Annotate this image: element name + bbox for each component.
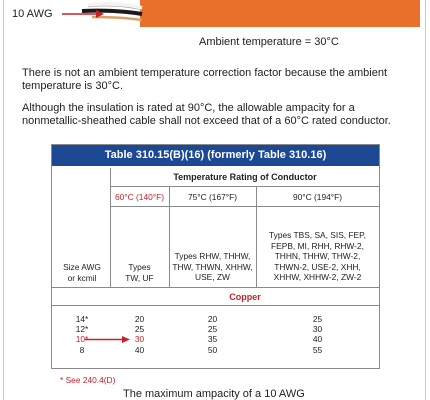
size-header-line: or kcmil (67, 272, 97, 283)
ambient-temperature-label: Ambient temperature = 30°C (199, 36, 339, 48)
row-highlight-arrow (52, 145, 379, 370)
table-footnote: * See 240.4(D) (60, 375, 116, 385)
value-cell-highlight: 30 (134, 334, 145, 345)
temperature-rating-header: Temperature Rating of Conductor (111, 168, 379, 187)
type-line: THWN-2, USE-2, XHH, (274, 261, 361, 272)
table-title: Table 310.15(B)(16) (formerly Table 310.16) (52, 145, 379, 166)
cable-illustration (0, 0, 430, 34)
col-head-60c: 60°C (140°F) (114, 192, 165, 202)
value-cell: 35 (207, 334, 218, 345)
row-size: 14* (75, 314, 89, 324)
paragraph-allowable-ampacity: Although the insulation is rated at 90°C, the allowable ampacity for a nonmetallic-sheathed cable shall not exceed that of a 60°C rated conductor. (22, 102, 391, 127)
arrow-head (122, 336, 130, 343)
size-header-line: Size AWG (63, 262, 101, 272)
bottom-caption: The maximum ampacity of a 10 AWG (123, 388, 305, 400)
type-line: TW, UF (125, 272, 154, 283)
cable-jacket (140, 0, 420, 27)
cable-size-label: 10 AWG (12, 8, 53, 20)
col-head-75c: 75°C (167°F) (187, 192, 238, 202)
value-cell: 50 (207, 344, 218, 355)
type-line: FEPB, MI, RHH, RHW-2, (271, 240, 364, 251)
row-size: 8 (79, 344, 85, 355)
row-size: 12* (75, 324, 89, 335)
value-cell: 40 (134, 344, 145, 355)
value-cell: 20 (207, 314, 218, 324)
value-cell: 40 (312, 334, 323, 345)
value-cell: 25 (207, 324, 218, 335)
value-cell: 25 (312, 314, 323, 324)
value-cell: 25 (134, 324, 145, 335)
row-size-highlight: 10* (75, 334, 89, 345)
type-line: THW, THWN, XHHW, (172, 261, 253, 272)
type-line: Types (128, 262, 151, 272)
paragraph-correction-factor: There is not an ambient temperature correction factor because the ambient temperature is 30°C. (22, 67, 388, 92)
value-cell: 55 (312, 344, 323, 355)
type-line: THHN, THHW, THW-2, (274, 251, 361, 261)
value-cell: 30 (312, 324, 323, 335)
type-line: USE, ZW (195, 272, 230, 282)
type-line: Types RHW, THHW, (174, 251, 251, 261)
col-head-90c: 90°C (194°F) (292, 192, 343, 202)
type-line: XHHW, XHHW-2, ZW-2 (273, 272, 362, 282)
ampacity-table (51, 144, 380, 385)
material-copper: Copper (229, 292, 261, 302)
type-line: Types TBS, SA, SIS, FEP, (269, 230, 366, 240)
conductor-ground (92, 17, 142, 20)
value-cell: 20 (134, 314, 145, 324)
